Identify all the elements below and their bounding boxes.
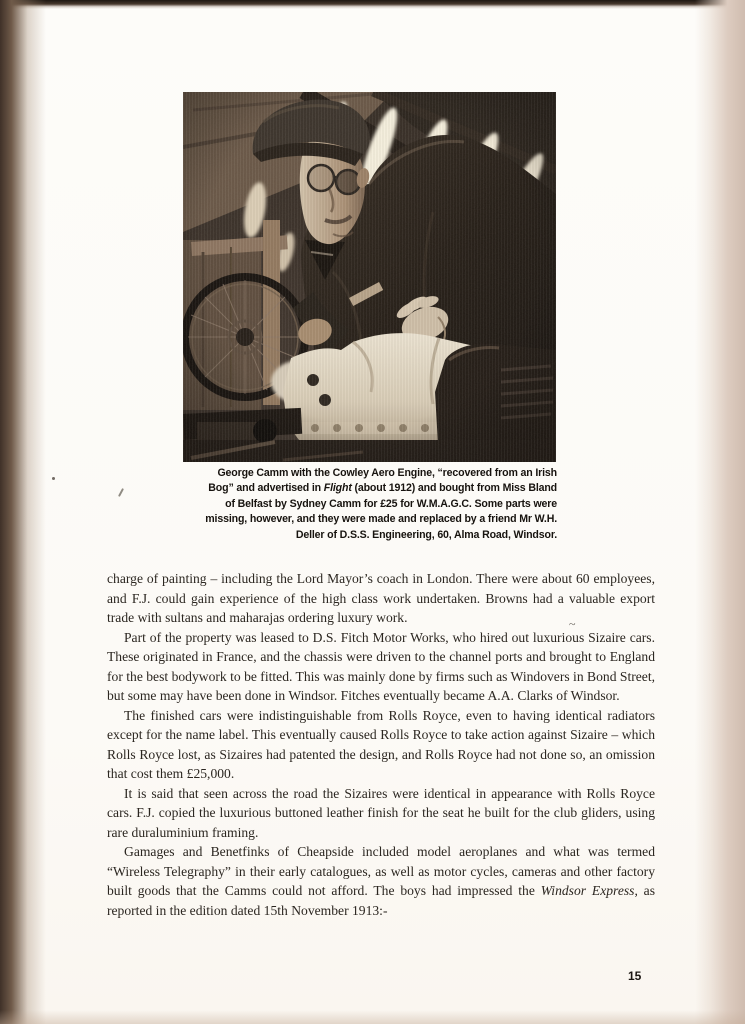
text-segment: Bog” and advertised in [208,482,324,495]
caption-line [205,512,557,527]
text-segment: Deller of D.S.S. Engineering, 60, Alma Road, Windsor. [295,528,557,541]
text-segment-italic: Flight [323,482,352,495]
caption-line [205,481,557,496]
body-paragraph [107,628,655,706]
photo-caption [205,466,557,543]
text-segment: Part of the property was leased to D.S. Fitch Motor Works, who hired out luxurious Sizaire cars. These originated in France, and the chassis were driven to the channel ports and brought to England for the best bodywork to be fitted. This was mainly done by firms such as Windovers in Bond Street, but some may have been done in Windsor. Fitches eventually became A.A. Clarks of Windsor. [107,629,655,703]
caption-line [205,528,557,543]
body-paragraph [107,784,655,843]
text-segment: It is said that seen across the road the Sizaires were identical in appearance with Rolls Royce cars. F.J. copied the luxurious buttoned leather finish for the seat he built for the club gliders, using rare duraluminium framing. [107,785,655,840]
text-segment: of Belfast by Sydney Camm for £25 for W.M.A.G.C. Some parts were [225,497,557,510]
text-segment: The finished cars were indistinguishable from Rolls Royce, even to having identical radiators except for the name label. This eventually caused Rolls Royce to take action against Sizaire – which Rolls Royce lost, as Sizaires had patented the design, and Rolls Royce had not done so, an omission that cost them £25,000. [107,707,655,781]
caption-line [205,497,557,512]
scan-speck [52,477,55,480]
scan-edge-top [0,0,745,9]
scan-edge-right [695,0,745,1024]
scan-gutter-left [0,0,46,1024]
scan-edge-bottom [0,1010,745,1024]
pencil-tilde-mark: ~ [569,617,576,631]
body-paragraph [107,706,655,784]
text-segment: Gamages and Benetfinks of Cheapside included model aeroplanes and what was termed “Wireless Telegraphy” in their early catalogues, as well as motor cycles, cameras and other factory built goods that the Camms could not afford. The boys had impressed the [107,844,655,898]
photo-illustration [183,92,556,462]
page-number: 15 [628,969,642,983]
text-segment: charge of painting – including the Lord Mayor’s coach in London. There were about 60 employees, and F.J. could gain experience of the high class work undertaken. Browns had a valuable export trade with sultans and maharajas ordering luxury work. [107,571,655,625]
text-segment: missing, however, and they were made and replaced by a friend Mr W.H. [205,513,557,526]
text-segment: , as reported in the edition dated 15th November 1913:- [107,883,656,918]
text-segment: (about 1912) and bought from Miss Bland [351,482,557,495]
text-segment-italic: Windsor Express [540,883,635,898]
pencil-mark [118,488,124,497]
body-paragraph [107,842,655,920]
text-segment: George Camm with the Cowley Aero Engine, “recovered from an Irish [217,467,557,479]
caption-line [205,466,557,481]
photo-george-camm-engine [183,92,556,462]
